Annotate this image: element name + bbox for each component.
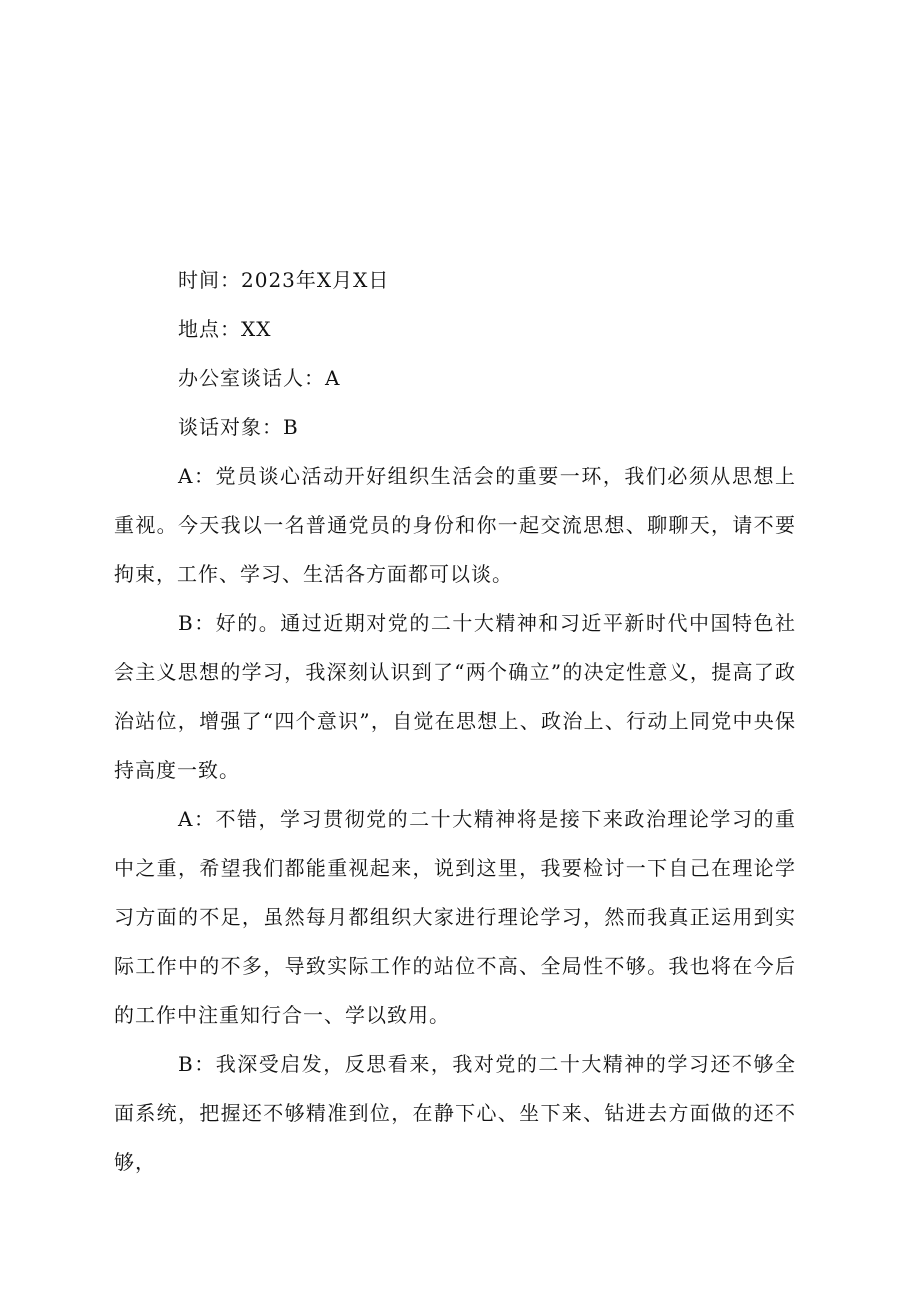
document-body	[114, 256, 796, 1187]
interviewee: 谈话对象：B	[178, 415, 299, 439]
dialogue-paragraph: B：好的。通过近期对党的二十大精神和习近平新时代中国特色社会主义思想的学习，我深刻认识到了“两个确立”的决定性意义，提高了政治站位，增强了“四个意识”，自觉在思想上、政治上、行动上同党中央保持高度一致。	[114, 611, 796, 782]
dialogue-paragraph: B：我深受启发，反思看来，我对党的二十大精神的学习还不够全面系统，把握还不够精准到位，在静下心、坐下来、钻进去方面做的还不够，	[114, 1052, 796, 1174]
meeting-time: 时间：2023年X月X日	[178, 268, 390, 292]
dialogue-paragraph: A：不错，学习贯彻党的二十大精神将是接下来政治理论学习的重中之重，希望我们都能重视起来，说到这里，我要检讨一下自己在理论学习方面的不足，虽然每月都组织大家进行理论学习，然而我真正运用到实际工作中的不多，导致实际工作的站位不高、全局性不够。我也将在今后的工作中注重知行合一、学以致用。	[114, 807, 796, 1027]
meeting-place: 地点：XX	[178, 317, 272, 341]
dialogue-paragraph: A：党员谈心活动开好组织生活会的重要一环，我们必须从思想上重视。今天我以一名普通党员的身份和你一起交流思想、聊聊天，请不要拘束，工作、学习、生活各方面都可以谈。	[114, 464, 796, 586]
interviewer: 办公室谈话人：A	[178, 366, 341, 390]
